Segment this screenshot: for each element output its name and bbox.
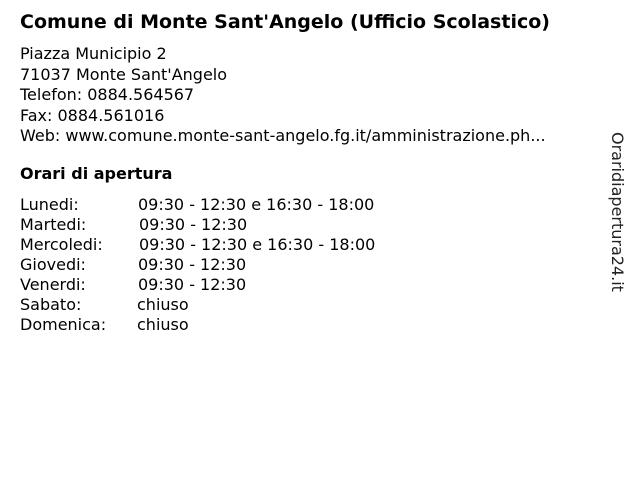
day-label: Lunedi: <box>20 195 79 214</box>
time-value: 09:30 - 12:30 <box>138 275 247 294</box>
time-value: 09:30 - 12:30 e 16:30 - 18:00 <box>139 235 376 254</box>
day-label: Giovedi: <box>20 255 86 274</box>
fax-number: Fax: 0884.561016 <box>20 105 165 125</box>
day-label: Mercoledi: <box>20 235 103 254</box>
time-value: chiuso <box>137 315 189 334</box>
day-label: Sabato: <box>20 295 82 314</box>
address-block <box>20 44 546 147</box>
street-address: Piazza Municipio 2 <box>20 44 167 63</box>
time-value: 09:30 - 12:30 <box>139 215 248 234</box>
time-value: 09:30 - 12:30 e 16:30 - 18:00 <box>138 195 375 214</box>
time-value: chiuso <box>137 295 189 314</box>
site-watermark: Oraridiapertura24.it <box>608 132 627 292</box>
opening-hours-heading: Orari di apertura <box>20 164 173 183</box>
day-label: Venerdi: <box>20 275 86 294</box>
phone-number: Telefon: 0884.564567 <box>20 85 195 104</box>
day-label: Martedi: <box>20 215 87 234</box>
time-value: 09:30 - 12:30 <box>138 255 247 274</box>
website-link[interactable]: Web: www.comune.monte-sant-angelo.fg.it/amministrazione.ph... <box>20 126 546 145</box>
day-label: Domenica: <box>20 315 107 334</box>
city-address: 71037 Monte Sant'Angelo <box>20 64 228 84</box>
office-title: Comune di Monte Sant'Angelo (Ufficio Scolastico) <box>20 11 550 33</box>
